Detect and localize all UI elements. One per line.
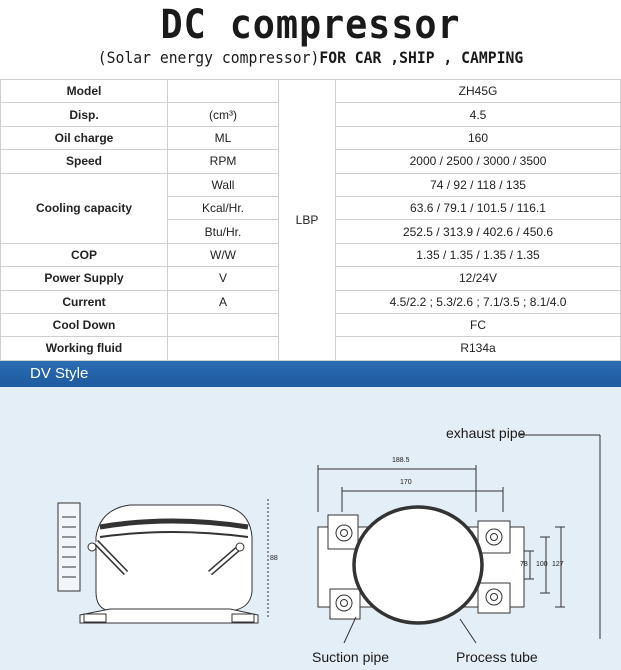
row-value: 160 [336, 126, 621, 149]
row-unit: V [168, 267, 279, 290]
row-value: 4.5/2.2 ; 5.3/2.6 ; 7.1/3.5 ; 8.1/4.0 [336, 290, 621, 313]
compressor-shell-outline [354, 507, 482, 623]
row-label: Model [1, 80, 168, 103]
row-value: 1.35 / 1.35 / 1.35 / 1.35 [336, 243, 621, 266]
row-unit: RPM [168, 150, 279, 173]
subtitle-rest: FOR CAR ,SHIP , CAMPING [319, 48, 524, 67]
table-row [1, 80, 621, 103]
row-unit [168, 313, 279, 336]
row-value: 74 / 92 / 118 / 135 [336, 173, 621, 196]
dim-label: 88 [270, 555, 278, 562]
row-value: FC [336, 313, 621, 336]
row-label: Speed [1, 150, 168, 173]
process-tube-label: Process tube [456, 649, 538, 665]
exhaust-pipe-label: exhaust pipe [446, 425, 526, 441]
row-label: Power Supply [1, 267, 168, 290]
row-value: ZH45G [336, 80, 621, 103]
row-unit [168, 80, 279, 103]
row-label: Oil charge [1, 126, 168, 149]
row-label: COP [1, 243, 168, 266]
drawing-svg [0, 387, 621, 670]
row-unit: A [168, 290, 279, 313]
suction-pipe-label: Suction pipe [312, 649, 390, 665]
spec-table [0, 79, 621, 361]
dim-label: 127 [552, 561, 564, 568]
row-label: Cool Down [1, 313, 168, 336]
subtitle-paren: (Solar energy compressor) [97, 48, 320, 67]
row-value: 12/24V [336, 267, 621, 290]
page-title: DC compressor [160, 2, 461, 48]
row-unit: Wall [168, 173, 279, 196]
page-subtitle [25, 48, 596, 67]
row-unit: ML [168, 126, 279, 149]
row-label: Disp. [1, 103, 168, 126]
technical-drawing [0, 387, 621, 670]
lbp-cell: LBP [279, 80, 336, 361]
row-unit: (cm³) [168, 103, 279, 126]
row-unit [168, 337, 279, 360]
dim-label: 100 [536, 561, 548, 568]
row-value: 252.5 / 313.9 / 402.6 / 450.6 [336, 220, 621, 243]
dim-label: 170 [400, 479, 412, 486]
row-unit: Kcal/Hr. [168, 196, 279, 219]
row-value: 4.5 [336, 103, 621, 126]
row-unit: Btu/Hr. [168, 220, 279, 243]
row-unit: W/W [168, 243, 279, 266]
row-value: R134a [336, 337, 621, 360]
row-label: Cooling capacity [1, 173, 168, 243]
dim-label: 78 [520, 561, 528, 568]
row-label: Working fluid [1, 337, 168, 360]
row-value: 63.6 / 79.1 / 101.5 / 116.1 [336, 196, 621, 219]
row-value: 2000 / 2500 / 3000 / 3500 [336, 150, 621, 173]
section-title: DV Style [30, 365, 89, 382]
section-header-band [0, 361, 621, 387]
dim-label: 188.5 [392, 457, 410, 464]
row-label: Current [1, 290, 168, 313]
